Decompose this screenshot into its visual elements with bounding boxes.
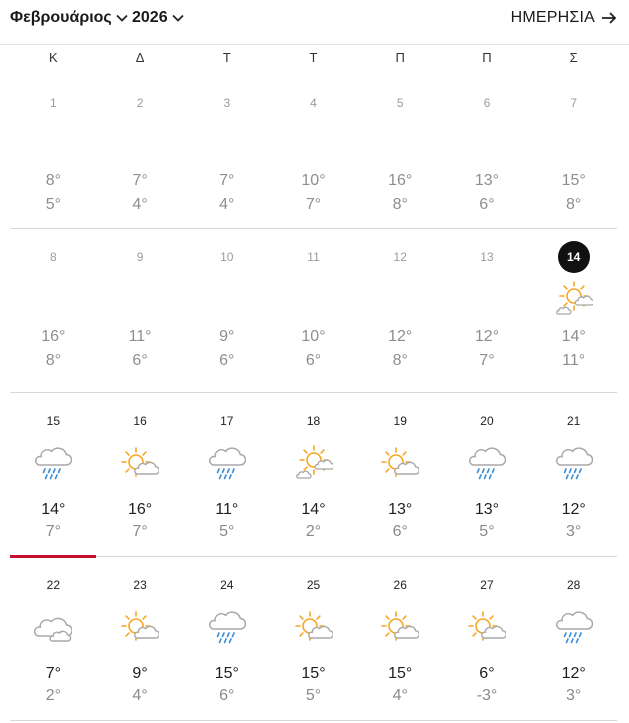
low-temperature: 7°	[479, 352, 495, 369]
partly-cloudy-icon	[381, 445, 419, 483]
week-row	[10, 229, 617, 393]
sun-cloud-icon	[555, 281, 593, 319]
day-cell[interactable]	[10, 393, 97, 556]
rain-icon	[208, 445, 246, 483]
weekday-label: Τ	[222, 50, 231, 65]
daily-view-label: ΗΜΕΡΗΣΙΑ	[510, 9, 595, 26]
day-number: 21	[566, 414, 581, 428]
day-number: 1	[50, 96, 57, 110]
low-temperature: 6°	[132, 352, 148, 369]
low-temperature: 8°	[392, 196, 408, 213]
high-temperature: 7°	[45, 665, 61, 682]
high-temperature: 14°	[301, 501, 326, 518]
today-badge: 14	[558, 241, 590, 273]
low-temperature: 2°	[305, 523, 322, 540]
day-cell[interactable]	[444, 393, 531, 556]
high-temperature: 10°	[301, 328, 326, 345]
high-temperature: 6°	[479, 665, 495, 682]
day-number: 12	[393, 250, 407, 264]
low-temperature: 6°	[305, 352, 322, 369]
weekday-header-row	[10, 46, 617, 72]
rain-icon	[555, 609, 593, 647]
day-number: 11	[307, 250, 320, 264]
day-cell[interactable]	[97, 393, 184, 556]
chevron-down-icon	[172, 14, 184, 22]
high-temperature: 15°	[388, 665, 413, 682]
high-temperature: 13°	[388, 501, 413, 518]
high-temperature: 15°	[301, 665, 326, 682]
high-temperature: 16°	[41, 328, 66, 345]
day-cell[interactable]	[444, 557, 531, 720]
year-dropdown[interactable]	[132, 9, 184, 27]
day-cell[interactable]	[270, 557, 357, 720]
week-row	[10, 75, 617, 229]
day-cell[interactable]	[10, 75, 97, 228]
rain-icon	[208, 609, 246, 647]
low-temperature: 7°	[305, 196, 322, 213]
low-temperature: 4°	[219, 196, 235, 213]
high-temperature: 13°	[474, 501, 500, 518]
day-cell[interactable]	[270, 393, 357, 556]
day-number: 9	[136, 250, 144, 264]
cloudy-icon	[34, 609, 72, 647]
arrow-right-icon	[601, 12, 617, 24]
day-number: 17	[220, 414, 234, 428]
low-temperature: 5°	[219, 523, 235, 540]
day-number: 3	[223, 96, 231, 110]
day-cell[interactable]	[357, 393, 444, 556]
high-temperature: 12°	[474, 328, 500, 345]
low-temperature: 5°	[479, 523, 495, 540]
day-number: 15	[46, 414, 61, 428]
weekday-label: Σ	[569, 50, 578, 65]
low-temperature: 6°	[219, 352, 235, 369]
high-temperature: 10°	[301, 172, 326, 189]
high-temperature: 9°	[219, 328, 235, 345]
high-temperature: 12°	[388, 328, 413, 345]
year-label: 2026	[132, 9, 168, 26]
weekday-label: Π	[395, 50, 405, 65]
day-number: 4	[310, 96, 317, 110]
high-temperature: 16°	[127, 501, 153, 518]
high-temperature: 7°	[132, 172, 148, 189]
day-number: 19	[393, 414, 407, 428]
low-temperature: 7°	[45, 523, 61, 540]
calendar-header	[0, 0, 629, 40]
day-number: 8	[50, 250, 57, 264]
day-cell[interactable]	[183, 557, 270, 720]
weekday-label: Τ	[309, 50, 318, 65]
day-number: 23	[133, 578, 147, 592]
day-cell[interactable]	[444, 229, 531, 392]
low-temperature: 11°	[562, 352, 586, 369]
weekday-label: Π	[482, 50, 492, 65]
partly-cloudy-icon	[121, 445, 159, 483]
day-number: 28	[566, 578, 581, 592]
high-temperature: 8°	[45, 172, 61, 189]
day-cell[interactable]	[10, 229, 97, 392]
high-temperature: 9°	[132, 665, 148, 682]
day-number: 22	[46, 578, 61, 592]
rain-icon	[555, 445, 593, 483]
rain-icon	[34, 445, 72, 483]
day-number: 5	[396, 96, 404, 110]
day-cell[interactable]	[530, 557, 617, 720]
day-cell[interactable]	[357, 229, 444, 392]
day-cell[interactable]	[357, 75, 444, 228]
day-cell[interactable]	[97, 557, 184, 720]
day-cell[interactable]	[10, 557, 97, 720]
header-divider	[0, 44, 629, 45]
day-cell[interactable]	[270, 229, 357, 392]
high-temperature: 11°	[215, 501, 239, 518]
high-temperature: 7°	[219, 172, 235, 189]
day-cell[interactable]	[270, 75, 357, 228]
weekday-label: Κ	[49, 50, 58, 65]
day-cell[interactable]	[183, 229, 270, 392]
low-temperature: 8°	[392, 352, 408, 369]
low-temperature: 5°	[45, 196, 61, 213]
partly-cloudy-icon	[381, 609, 419, 647]
low-temperature: 2°	[45, 687, 61, 704]
rain-icon	[468, 445, 506, 483]
low-temperature: 8°	[566, 196, 582, 213]
weekday-label: Δ	[135, 50, 145, 65]
day-number: 20	[480, 414, 494, 428]
day-number: 26	[393, 578, 407, 592]
high-temperature: 11°	[128, 328, 152, 345]
high-temperature: 16°	[388, 172, 413, 189]
day-number: 16	[133, 414, 147, 428]
high-temperature: 15°	[214, 665, 239, 682]
day-cell[interactable]	[444, 75, 531, 228]
day-number: 2	[136, 96, 144, 110]
low-temperature: 8°	[45, 352, 61, 369]
low-temperature: 4°	[132, 196, 148, 213]
month-dropdown[interactable]	[10, 9, 128, 27]
month-calendar-grid	[10, 75, 617, 721]
day-number: 24	[220, 578, 234, 592]
day-cell[interactable]	[183, 75, 270, 228]
low-temperature: 4°	[132, 687, 148, 704]
low-temperature: 5°	[305, 687, 322, 704]
partly-cloudy-icon	[295, 609, 333, 647]
day-cell[interactable]	[97, 229, 184, 392]
day-cell[interactable]	[97, 75, 184, 228]
high-temperature: 12°	[561, 501, 586, 518]
partly-cloudy-icon	[121, 609, 159, 647]
week-row	[10, 393, 617, 557]
partly-cloudy-icon	[468, 609, 506, 647]
day-number: 25	[306, 578, 321, 592]
high-temperature: 13°	[474, 172, 500, 189]
daily-view-link[interactable]	[511, 9, 617, 27]
sun-cloud-icon	[295, 445, 333, 483]
week-row	[10, 557, 617, 721]
day-cell[interactable]	[530, 75, 617, 228]
low-temperature: -3°	[476, 687, 498, 704]
high-temperature: 12°	[561, 665, 586, 682]
low-temperature: 6°	[219, 687, 235, 704]
high-temperature: 14°	[41, 501, 66, 518]
day-number: 18	[306, 414, 321, 428]
high-temperature: 15°	[561, 172, 586, 189]
day-cell[interactable]	[357, 557, 444, 720]
day-cell[interactable]	[183, 393, 270, 556]
chevron-down-icon	[116, 14, 128, 22]
low-temperature: 6°	[479, 196, 495, 213]
low-temperature: 7°	[132, 523, 148, 540]
day-cell[interactable]	[530, 229, 617, 392]
day-cell[interactable]	[530, 393, 617, 556]
day-number: 7	[570, 96, 578, 110]
day-number: 6	[483, 96, 491, 110]
low-temperature: 3°	[566, 523, 582, 540]
low-temperature: 6°	[392, 523, 408, 540]
month-label: Φεβρουάριος	[10, 9, 112, 26]
low-temperature: 4°	[392, 687, 408, 704]
day-number: 13	[480, 250, 494, 264]
high-temperature: 14°	[561, 328, 586, 345]
day-number: 27	[480, 578, 494, 592]
day-number: 10	[220, 250, 234, 264]
low-temperature: 3°	[566, 687, 582, 704]
